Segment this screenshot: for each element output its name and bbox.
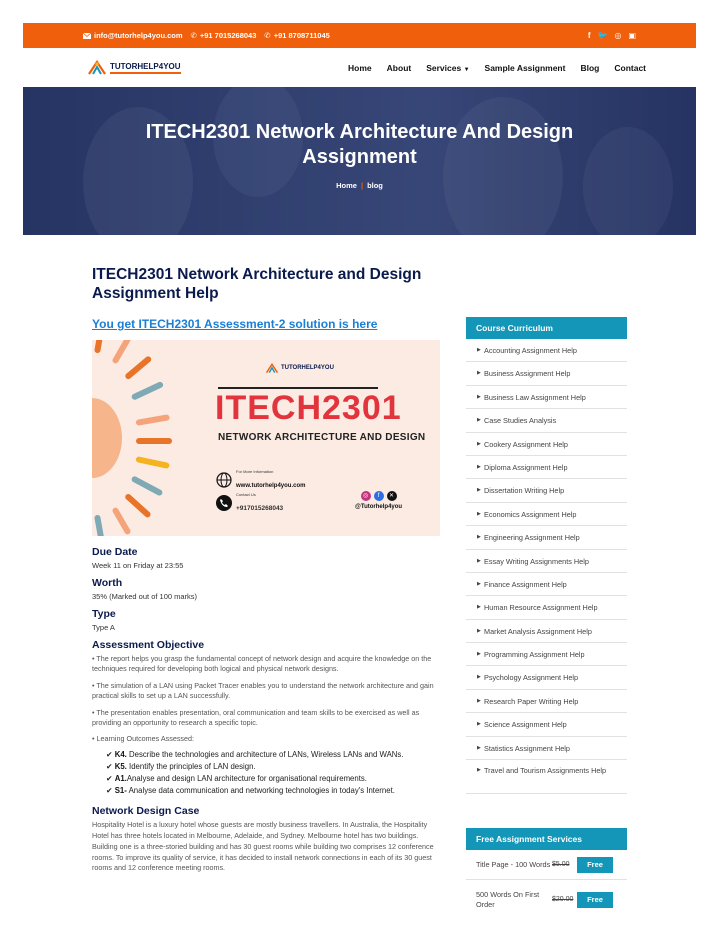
- phone-icon: ✆: [190, 31, 197, 40]
- outcome-code: A1.: [114, 774, 127, 784]
- nav-about[interactable]: About: [386, 62, 412, 73]
- caret-right-icon: ▶: [477, 580, 481, 587]
- type-heading: Type: [92, 607, 116, 620]
- due-date-value: Week 11 on Friday at 23:55: [92, 560, 184, 570]
- logo-icon: [87, 60, 107, 76]
- sidebar-link-label: Business Assignment Help: [484, 369, 571, 379]
- free-service-row: [466, 850, 627, 880]
- sidebar-link-label: Economics Assignment Help: [484, 509, 577, 519]
- caret-right-icon: ▶: [477, 393, 481, 400]
- caret-right-icon: ▶: [477, 767, 481, 774]
- article-banner-image: [92, 340, 440, 536]
- phone-link-1[interactable]: [191, 31, 257, 40]
- list-item: [106, 773, 441, 785]
- sidebar-link-label: Engineering Assignment Help: [484, 533, 580, 543]
- caret-right-icon: ▶: [477, 534, 481, 541]
- banner-logo-text: TUTORHELP4YOU: [281, 365, 334, 372]
- article-title: ITECH2301 Network Architecture and Design Assignment Help: [92, 266, 422, 302]
- sidebar-link[interactable]: [466, 362, 627, 385]
- phone-icon: ✆: [264, 31, 271, 40]
- banner-social: [355, 491, 402, 510]
- top-bar: [23, 23, 696, 48]
- free-services-title: Free Assignment Services: [466, 828, 627, 850]
- breadcrumb: [23, 181, 696, 190]
- article: [92, 266, 441, 874]
- type-value: Type A: [92, 622, 115, 632]
- sidebar-link-label: Market Analysis Assignment Help: [484, 626, 592, 636]
- nav-services-label: Services: [426, 62, 462, 73]
- navbar: [23, 48, 696, 87]
- nav-home[interactable]: Home: [348, 62, 372, 73]
- main-menu: [348, 63, 646, 73]
- logo-icon: [265, 363, 279, 374]
- objective-paragraph: • Learning Outcomes Assessed:: [92, 734, 194, 744]
- sidebar-link[interactable]: [466, 690, 627, 713]
- banner-logo: [265, 363, 334, 374]
- caret-right-icon: ▶: [477, 674, 481, 681]
- caret-right-icon: ▶: [477, 604, 481, 611]
- sidebar-link[interactable]: [466, 433, 627, 456]
- sidebar-link[interactable]: [466, 737, 627, 760]
- caret-right-icon: ▶: [477, 510, 481, 517]
- case-paragraph: Hospitality Hotel is a luxury hotel whose guests are mostly business travellers. In Australia, the Hospitality Hotel has three hotels located in Melbourne, Adelaide, and Sydney. Melbourne hotel has two buildings. Building one is a three-storied building and has 30 guest rooms while building two comprises 12 conference rooms. To improve its quality of service, it has decided to install network connections in each of its 30 guest rooms and 12 conference meeting rooms.: [92, 820, 434, 873]
- sidebar-link-label: Accounting Assignment Help: [484, 346, 577, 355]
- outcome-code: K4.: [114, 749, 127, 759]
- outcome-code: K5.: [114, 761, 127, 771]
- sidebar-link-label: Essay Writing Assignments Help: [484, 556, 589, 566]
- instagram-icon: ◎: [361, 491, 371, 501]
- sidebar-link[interactable]: [466, 760, 627, 794]
- worth-value: 35% (Marked out of 100 marks): [92, 591, 198, 601]
- social-handle: @Tutorhelp4you: [355, 503, 403, 510]
- free-service-label: Title Page - 100 Words: [476, 859, 551, 869]
- nav-blog[interactable]: Blog: [580, 62, 600, 73]
- sidebar-link[interactable]: [466, 643, 627, 666]
- banner-phone: [216, 492, 283, 515]
- outcome-text: Analyse data communication and networking technologies in today's Internet.: [126, 786, 395, 796]
- sidebar-link[interactable]: [466, 573, 627, 596]
- sidebar-link[interactable]: [466, 503, 627, 526]
- social-links: [588, 31, 636, 40]
- caret-right-icon: ▶: [477, 347, 481, 353]
- contact-info: [83, 31, 330, 40]
- sidebar-link[interactable]: [466, 666, 627, 689]
- worth-heading: Worth: [92, 576, 123, 589]
- caret-right-icon: ▶: [477, 557, 481, 564]
- sidebar-link[interactable]: [466, 409, 627, 432]
- sidebar-link[interactable]: [466, 456, 627, 479]
- due-date-heading: Due Date: [92, 545, 138, 558]
- sidebar-link-label: Diploma Assignment Help: [484, 462, 568, 472]
- sidebar-link[interactable]: [466, 339, 627, 362]
- caret-right-icon: ▶: [477, 721, 481, 728]
- caret-right-icon: ▶: [477, 627, 481, 634]
- nav-contact[interactable]: Contact: [614, 62, 646, 73]
- sidebar-link-label: Dissertation Writing Help: [484, 486, 565, 496]
- objective-paragraph: • The simulation of a LAN using Packet Tracer enables you to understand the network architecture and gain practical skills to set up a LAN successfully.: [92, 680, 434, 701]
- phone-text-2: +91 8708711045: [273, 31, 330, 40]
- page: [23, 23, 696, 911]
- phone-number: +917015268043: [236, 504, 284, 512]
- twitter-icon[interactable]: 🐦: [597, 31, 608, 40]
- course-curriculum-title: Course Curriculum: [466, 317, 627, 339]
- sidebar-link-label: Cookery Assignment Help: [484, 439, 568, 449]
- more-info-label: For More Information: [236, 468, 274, 474]
- sidebar-link[interactable]: [466, 386, 627, 409]
- check-icon: ✔: [106, 749, 113, 759]
- email-link[interactable]: [83, 31, 183, 40]
- facebook-icon: f: [374, 491, 384, 501]
- facebook-icon[interactable]: f: [587, 31, 591, 40]
- caret-right-icon: ▶: [477, 651, 481, 658]
- sidebar-link-label: Programming Assignment Help: [484, 650, 585, 660]
- sidebar-link[interactable]: [466, 713, 627, 736]
- linkedin-icon[interactable]: ▣: [628, 31, 636, 40]
- free-service-label: 500 Words On First Order: [476, 890, 540, 909]
- sidebar-link-label: Statistics Assignment Help: [484, 743, 570, 753]
- list-item: [106, 749, 441, 761]
- logo-text: TUTORHELP4YOU: [110, 62, 181, 74]
- free-button[interactable]: Free: [577, 857, 613, 873]
- caret-right-icon: ▶: [477, 463, 481, 470]
- outcome-code: S1-: [114, 786, 127, 796]
- banner-course-name: NETWORK ARCHITECTURE AND DESIGN: [218, 431, 426, 443]
- caret-right-icon: ▶: [477, 440, 481, 447]
- caret-right-icon: ▶: [477, 487, 481, 494]
- sidebar-link[interactable]: [466, 550, 627, 573]
- check-icon: ✔: [106, 774, 113, 784]
- check-icon: ✔: [106, 786, 113, 796]
- sidebar-link[interactable]: [466, 526, 627, 549]
- phone-text-1: +91 7015268043: [199, 31, 257, 40]
- banner-course-code: ITECH2301: [215, 388, 402, 427]
- course-curriculum-list: [466, 339, 627, 794]
- free-button[interactable]: Free: [577, 892, 613, 908]
- list-item: [106, 761, 441, 773]
- caret-right-icon: ▶: [477, 697, 481, 704]
- nav-services[interactable]: [426, 63, 469, 73]
- caret-right-icon: ▶: [477, 417, 481, 424]
- sidebar-link-label: Business Law Assignment Help: [484, 392, 586, 402]
- sidebar-link-label: Psychology Assignment Help: [484, 673, 579, 683]
- sidebar-link-label: Case Studies Analysis: [484, 416, 557, 426]
- banner-website: [216, 469, 305, 492]
- sidebar-link[interactable]: [466, 596, 627, 619]
- sidebar-link-label: Research Paper Writing Help: [484, 696, 579, 706]
- website-text: www.tutorhelp4you.com: [236, 482, 306, 489]
- caret-down-icon: ▼: [463, 66, 470, 73]
- sidebar-link-label: Finance Assignment Help: [484, 579, 567, 589]
- outcome-text: Identify the principles of LAN design.: [126, 761, 256, 771]
- outcome-text: Analyse and design LAN architecture for organisational requirements.: [126, 774, 367, 784]
- learning-outcomes-list: [92, 749, 441, 797]
- outcome-text: Describe the technologies and architecture of LANs, Wireless LANs and WANs.: [126, 749, 404, 759]
- hero-title: ITECH2301 Network Architecture And Design Assignment: [145, 121, 574, 168]
- globe-icon: [216, 472, 232, 488]
- free-service-row: [466, 885, 627, 911]
- sidebar-link-label: Human Resource Assignment Help: [484, 603, 598, 613]
- phone-link-2[interactable]: [264, 31, 329, 40]
- sidebar-link[interactable]: [466, 479, 627, 502]
- case-heading: Network Design Case: [92, 805, 200, 818]
- objective-paragraph: • The report helps you grasp the fundamental concept of network design and acquire the knowledge on the techniques required for developing both logical and physical network designs.: [92, 653, 432, 674]
- free-service-price: $20.00: [552, 896, 574, 903]
- breadcrumb-separator: |: [360, 181, 364, 190]
- phone-icon: [216, 495, 232, 511]
- objective-paragraph: • The presentation enables presentation, oral communication and team skills to be exercised as well as providing an opportunity to research a specific topic.: [92, 707, 420, 727]
- x-icon: ✕: [387, 491, 397, 501]
- hero-banner: [23, 87, 696, 235]
- sidebar-link-label: Science Assignment Help: [484, 720, 567, 730]
- check-icon: ✔: [106, 761, 113, 771]
- list-item: [106, 785, 441, 797]
- sidebar-link[interactable]: [466, 620, 627, 643]
- free-service-price: $5.00: [552, 861, 570, 868]
- envelope-icon: [83, 33, 91, 39]
- instagram-icon[interactable]: ◎: [614, 31, 622, 40]
- nav-sample-assignment[interactable]: Sample Assignment: [484, 62, 566, 73]
- course-curriculum-widget: [466, 317, 627, 794]
- contact-label: Contact Us: [236, 491, 256, 497]
- solution-link[interactable]: You get ITECH2301 Assessment-2 solution is here: [92, 316, 378, 331]
- breadcrumb-home[interactable]: Home: [336, 181, 357, 190]
- email-text: info@tutorhelp4you.com: [94, 31, 183, 40]
- sidebar-link-label: Travel and Tourism Assignments Help: [484, 766, 607, 776]
- caret-right-icon: ▶: [477, 744, 481, 751]
- objective-heading: Assessment Objective: [92, 638, 205, 651]
- site-logo[interactable]: [87, 60, 181, 76]
- caret-right-icon: ▶: [477, 370, 481, 377]
- breadcrumb-current: blog: [367, 181, 383, 190]
